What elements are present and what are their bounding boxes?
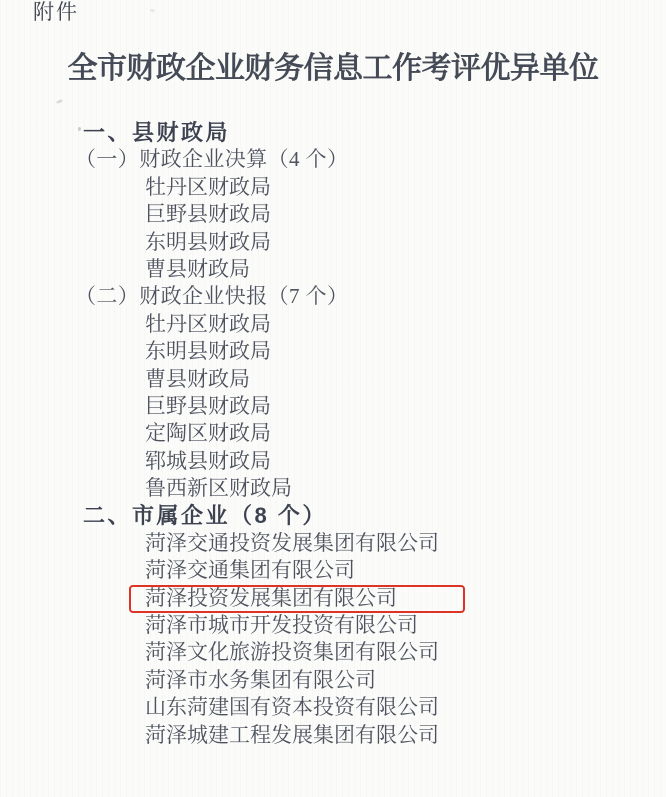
list-item: 山东菏建国有资本投资有限公司 xyxy=(145,695,439,720)
list-item: 菏泽市城市开发投资有限公司 xyxy=(145,613,418,638)
list-item: 牡丹区财政局 xyxy=(145,174,271,199)
list-item: 东明县财政局 xyxy=(145,339,271,364)
list-item: 菏泽交通集团有限公司 xyxy=(145,558,355,583)
list-item: 菏泽城建工程发展集团有限公司 xyxy=(145,722,439,747)
list-item: 巨野县财政局 xyxy=(145,393,271,418)
scan-speck xyxy=(56,99,64,104)
list-item: 巨野县财政局 xyxy=(145,202,271,227)
scan-speck xyxy=(150,8,156,12)
subsection-heading-express-reports: （二）财政企业快报（7 个） xyxy=(75,284,349,309)
list-item: 鲁西新区财政局 xyxy=(145,476,292,501)
list-item: 菏泽文化旅游投资集团有限公司 xyxy=(145,640,439,665)
document-body xyxy=(0,119,666,749)
list-item: 曹县财政局 xyxy=(145,256,250,281)
list-item: 牡丹区财政局 xyxy=(145,311,271,336)
list-item-highlighted: 菏泽投资发展集团有限公司 xyxy=(145,585,397,610)
list-item: 郓城县财政局 xyxy=(145,448,271,473)
list-item: 曹县财政局 xyxy=(145,366,250,391)
scan-speck xyxy=(78,127,81,131)
list-item: 菏泽市水务集团有限公司 xyxy=(145,667,376,692)
list-item: 东明县财政局 xyxy=(145,229,271,254)
section-heading-county-bureaus: 一、县财政局 xyxy=(83,120,231,145)
document-title: 全市财政企业财务信息工作考评优异单位 xyxy=(67,52,599,85)
attachment-label: 附件 xyxy=(33,1,79,24)
list-item: 菏泽交通投资发展集团有限公司 xyxy=(145,530,439,555)
list-item: 定陶区财政局 xyxy=(145,421,271,446)
section-heading-municipal-enterprises: 二、市属企业（8 个） xyxy=(83,503,327,529)
subsection-heading-final-accounts: （一）财政企业决算（4 个） xyxy=(75,147,349,172)
